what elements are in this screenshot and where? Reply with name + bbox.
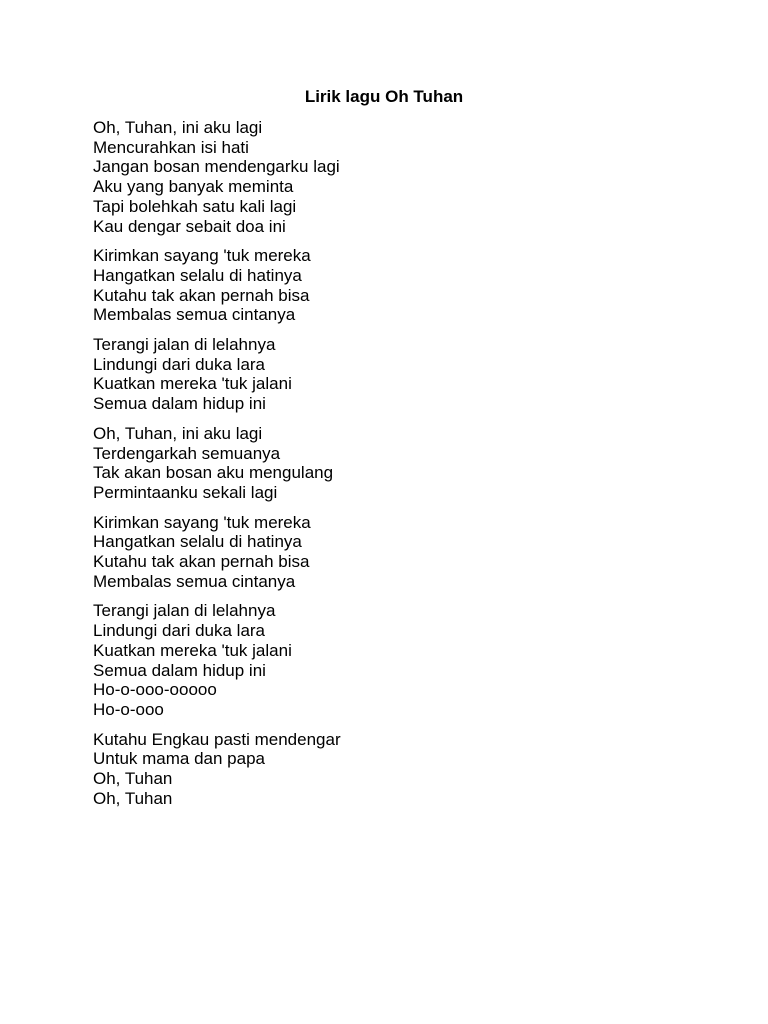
document-title: Lirik lagu Oh Tuhan — [304, 87, 464, 106]
lyric-line: Oh, Tuhan — [93, 769, 173, 789]
lyric-line: Kutahu Engkau pasti mendengar — [93, 729, 341, 749]
lyrics-stanza — [93, 335, 693, 414]
lyric-line: Kutahu tak akan pernah bisa — [93, 285, 310, 305]
lyric-line: Terangi jalan di lelahnya — [93, 601, 276, 621]
lyric-line: Kirimkan sayang 'tuk mereka — [93, 246, 311, 266]
lyric-line: Terangi jalan di lelahnya — [93, 335, 276, 355]
lyrics-stanza — [93, 730, 693, 809]
lyric-line: Kuatkan mereka 'tuk jalani — [93, 374, 292, 394]
lyrics-stanza — [93, 424, 693, 503]
lyric-line: Hangatkan selalu di hatinya — [93, 532, 302, 552]
lyric-line: Terdengarkah semuanya — [93, 443, 281, 463]
lyric-line: Ho-o-ooo — [93, 699, 164, 719]
lyric-line: Mencurahkan isi hati — [93, 137, 249, 157]
lyrics-stanza — [93, 118, 693, 236]
lyrics-body — [93, 118, 693, 819]
lyric-line: Lindungi dari duka lara — [93, 354, 266, 374]
lyric-line: Semua dalam hidup ini — [93, 660, 266, 680]
lyric-line: Semua dalam hidup ini — [93, 394, 266, 414]
lyric-line: Jangan bosan mendengarku lagi — [93, 157, 340, 177]
lyric-line: Hangatkan selalu di hatinya — [93, 265, 302, 285]
lyric-line: Kau dengar sebait doa ini — [93, 216, 286, 236]
lyric-line: Membalas semua cintanya — [93, 305, 296, 325]
lyric-line: Lindungi dari duka lara — [93, 621, 266, 641]
lyric-line: Oh, Tuhan, ini aku lagi — [93, 118, 263, 137]
lyric-line: Tak akan bosan aku mengulang — [93, 463, 334, 483]
lyric-line: Kirimkan sayang 'tuk mereka — [93, 512, 311, 532]
lyric-line: Kutahu tak akan pernah bisa — [93, 552, 310, 572]
lyric-line: Kuatkan mereka 'tuk jalani — [93, 640, 292, 660]
lyrics-stanza — [93, 513, 693, 592]
lyric-line: Permintaanku sekali lagi — [93, 482, 278, 502]
lyric-line: Ho-o-ooo-ooooo — [93, 680, 217, 700]
lyrics-stanza — [93, 601, 693, 719]
lyric-line: Oh, Tuhan — [93, 788, 173, 808]
lyric-line: Untuk mama dan papa — [93, 749, 265, 769]
lyric-line: Oh, Tuhan, ini aku lagi — [93, 423, 263, 443]
lyric-line: Aku yang banyak meminta — [93, 177, 294, 197]
lyrics-stanza — [93, 246, 693, 325]
lyric-line: Membalas semua cintanya — [93, 571, 296, 591]
lyric-line: Tapi bolehkah satu kali lagi — [93, 196, 297, 216]
